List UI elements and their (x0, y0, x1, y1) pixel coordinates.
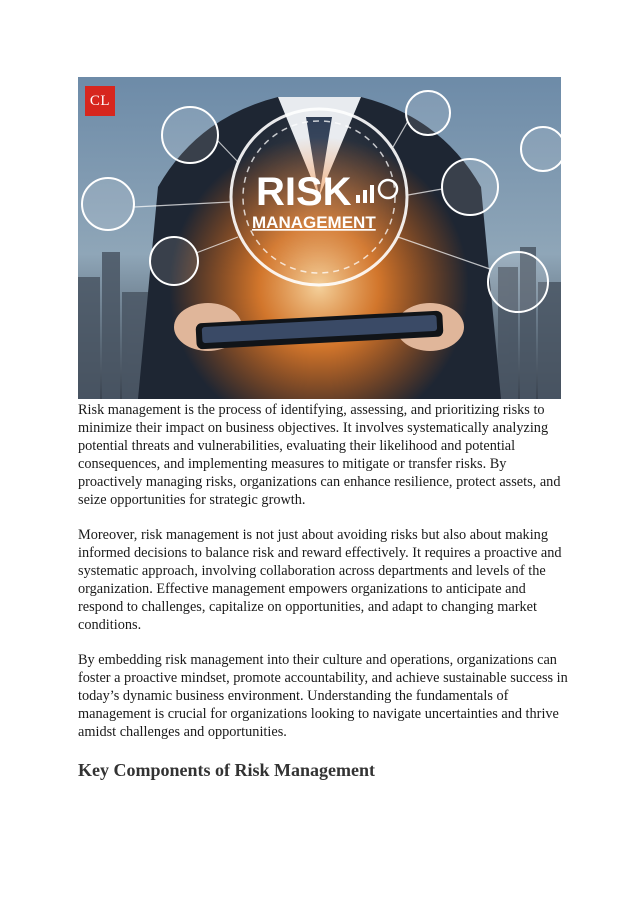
paragraph-culture: By embedding risk management into their culture and operations, organizations can foster a proactive mindset, promote accountability, and achieve sustainable success in today’s dynamic business environment. Understanding the fundamentals of management is crucial for organizations looking to navigate uncertainties and thrive amidst challenges and opportunities. (78, 652, 568, 740)
hero-image (78, 77, 561, 399)
hero-title-risk: RISK (256, 170, 352, 214)
paragraph-intro: Risk management is the process of identifying, assessing, and prioritizing risks to minimize their impact on business objectives. It involves systematically analyzing potential threats and vulnerabilities, evaluating their likelihood and potential consequences, and implementing measures to mitigate or transfer risks. By proactively managing risks, organizations can enhance resilience, protect assets, and seize opportunities for strategic growth. (78, 402, 561, 508)
brand-logo: CL (85, 86, 115, 116)
section-heading: Key Components of Risk Management (78, 760, 375, 780)
paragraph-decisions: Moreover, risk management is not just about avoiding risks but also about making informed decisions to balance risk and reward effectively. It requires a proactive and systematic approach, involving collaboration across departments and levels of the organization. Effective management empowers organizations to anticipate and respond to challenges, capitalize on opportunities, and adapt to changing market conditions. (78, 527, 562, 633)
hero-title-management: MANAGEMENT (252, 213, 376, 232)
article-body (78, 401, 568, 782)
